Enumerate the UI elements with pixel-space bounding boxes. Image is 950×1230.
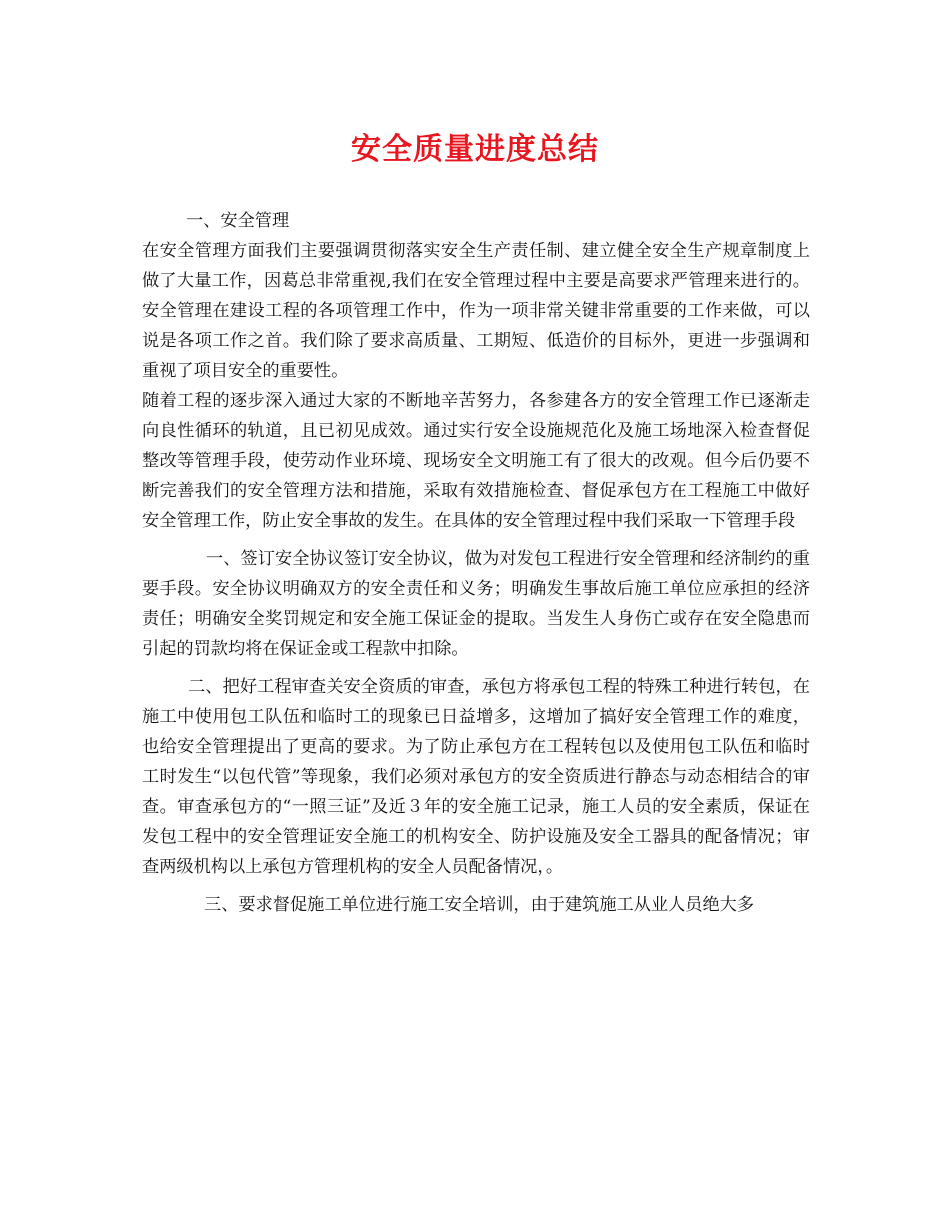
paragraph-3: 一、签订安全协议签订安全协议，做为对发包工程进行安全管理和经济制约的重要手段。安全协议明确双方的安全责任和义务；明确发生事故后施工单位应承担的经济责任；明确安全奖罚规定和安全施工保证金的提取。当发生人身伤亡或存在安全隐患而引起的罚款均将在保证金或工程款中扣除。 <box>142 549 810 659</box>
paragraph-4: 二、把好工程审查关安全资质的审查，承包方将承包工程的特殊工种进行转包，在施工中使用包工队伍和临时工的现象已日益增多，这增加了搞好安全管理工作的难度，也给安全管理提出了更高的要求。为了防止承包方在工程转包以及使用包工队伍和临时工时发生“以包代管”等现象，我们必须对承包方的安全资质进行静态与动态相结合的审查。审查承包方的“一照三证”及近３年的安全施工记录，施工人员的安全素质，保证在发包工程中的安全管理证安全施工的机构安全、防护设施及安全工器具的配备情况；审查两级机构以上承包方管理机构的安全人员配备情况，。 <box>142 677 810 877</box>
paragraph-5: 三、要求督促施工单位进行施工安全培训，由于建筑施工从业人员绝大多 <box>204 895 755 915</box>
paragraph-2: 随着工程的逐步深入通过大家的不断地辛苦努力，各参建各方的安全管理工作已逐渐走向良性循环的轨道，且已初见成效。通过实行安全设施规范化及施工场地深入检查督促整改等管理手段，使劳动作业环境、现场安全文明施工有了很大的改观。但今后仍要不断完善我们的安全管理方法和措施，采取有效措施检查、督促承包方在工程施工中做好安全管理工作，防止安全事故的发生。在具体的安全管理过程中我们采取一下管理手段 <box>142 391 810 531</box>
section-heading: 一、安全管理 <box>186 211 290 231</box>
document-body <box>142 206 810 920</box>
document-title: 安全质量进度总结 <box>351 132 599 167</box>
paragraph-1: 在安全管理方面我们主要强调贯彻落实安全生产责任制、建立健全安全生产规章制度上做了大量工作，因葛总非常重视,我们在安全管理过程中主要是高要求严管理来进行的。安全管理在建设工程的各项管理工作中，作为一项非常关键非常重要的工作来做，可以说是各项工作之首。我们除了要求高质量、工期短、低造价的目标外，更进一步强调和重视了项目安全的重要性。 <box>142 241 810 381</box>
